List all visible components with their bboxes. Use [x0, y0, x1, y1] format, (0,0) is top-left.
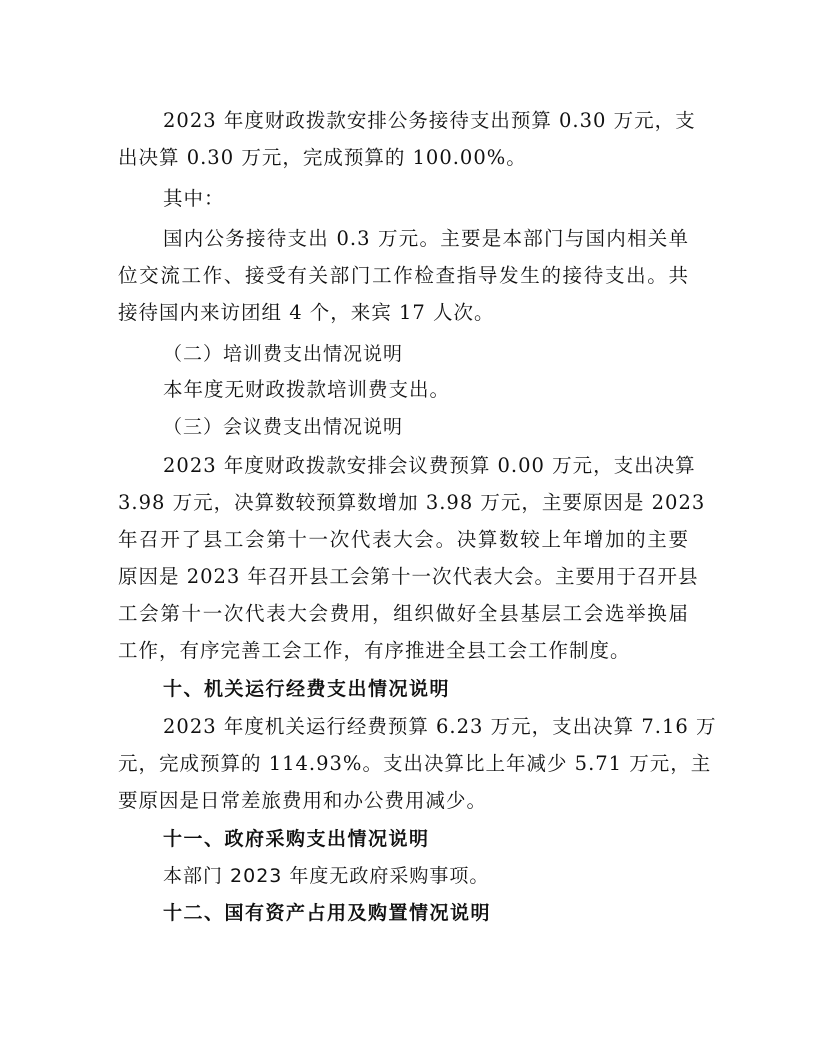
section-11-heading: 十一、政府采购支出情况说明 — [163, 828, 430, 850]
meeting-line-2: 3.98 万元，决算数较预算数增加 3.98 万元，主要原因是 2023 — [118, 491, 706, 514]
meeting-line-6: 工作，有序完善工会工作，有序推进全县工会工作制度。 — [118, 639, 631, 662]
reception-paragraph-line-2: 出决算 0.30 万元，完成预算的 100.00%。 — [118, 146, 527, 169]
domestic-reception-line-2: 位交流工作、接受有关部门工作检查指导发生的接待支出。共 — [118, 264, 689, 287]
meeting-line-5: 工会第十一次代表大会费用，组织做好全县基层工会选举换届 — [118, 602, 689, 625]
section-10-line-1: 2023 年度机关运行经费预算 6.23 万元，支出决算 7.16 万 — [163, 715, 717, 738]
training-heading: （二）培训费支出情况说明 — [163, 343, 404, 365]
section-10-line-2: 元，完成预算的 114.93%。支出决算比上年减少 5.71 万元，主 — [118, 752, 712, 775]
meeting-line-3: 年召开了县工会第十一次代表大会。决算数较上年增加的主要 — [118, 528, 689, 551]
section-10-line-3: 要原因是日常差旅费用和办公费用减少。 — [118, 789, 488, 812]
domestic-reception-line-3: 接待国内来访团组 4 个，来宾 17 人次。 — [118, 301, 495, 324]
section-11-text: 本部门 2023 年度无政府采购事项。 — [163, 865, 490, 887]
meeting-line-4: 原因是 2023 年召开县工会第十一次代表大会。主要用于召开县 — [118, 565, 699, 588]
training-text: 本年度无财政拨款培训费支出。 — [163, 378, 451, 401]
reception-paragraph-line-1: 2023 年度财政拨款安排公务接待支出预算 0.30 万元，支 — [163, 109, 696, 132]
among-label: 其中： — [163, 187, 225, 210]
section-12-heading: 十二、国有资产占用及购置情况说明 — [163, 902, 492, 924]
section-10-heading: 十、机关运行经费支出情况说明 — [163, 678, 451, 700]
domestic-reception-line-1: 国内公务接待支出 0.3 万元。主要是本部门与国内相关单 — [163, 227, 689, 250]
meeting-line-1: 2023 年度财政拨款安排会议费预算 0.00 万元，支出决算 — [163, 454, 696, 477]
meeting-heading: （三）会议费支出情况说明 — [163, 416, 404, 438]
